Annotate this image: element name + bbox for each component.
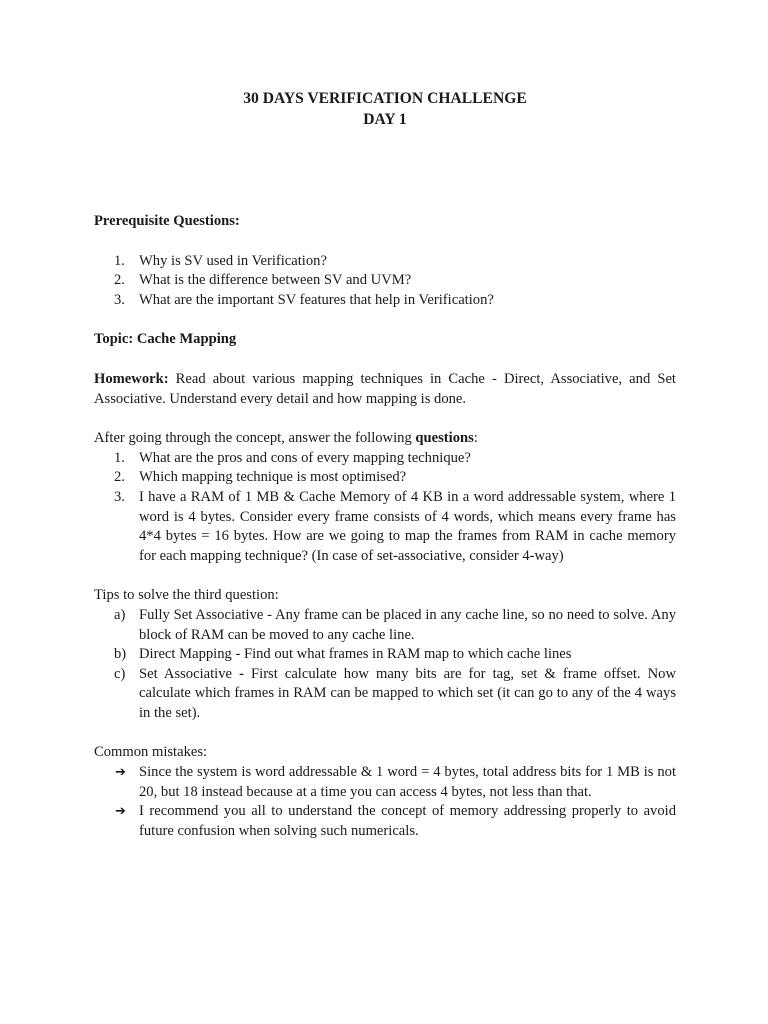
questions-intro-suffix: : xyxy=(473,430,478,447)
document-title: 30 DAYS VERIFICATION CHALLENGE xyxy=(243,90,527,107)
list-item xyxy=(94,763,676,802)
mistakes-heading: Common mistakes: xyxy=(94,744,208,761)
list-text: What are the pros and cons of every mapping technique? xyxy=(139,449,471,466)
list-item xyxy=(94,645,676,665)
list-item xyxy=(94,271,676,291)
list-number: 3. xyxy=(114,291,125,308)
list-text: Why is SV used in Verification? xyxy=(139,252,327,269)
list-text: Set Associative xyxy=(139,665,240,682)
list-text: Fully Set Associative - Any frame can be placed in any cache line, so no need to solve. Any block of RAM can be moved to any cache line. xyxy=(139,606,676,643)
list-letter: a) xyxy=(114,606,126,623)
list-text: I have a RAM of 1 MB & Cache Memory of 4 KB in a word addressable system, where 1 word is 4 bytes. Consider every frame consists of 4 words, which means every frame has 4*4 bytes = 16 bytes. How are we going to map the frames from RAM in cache memory for each mapping technique? (In case of set-associative, consider 4-way) xyxy=(139,488,676,564)
list-number: 1. xyxy=(114,449,125,466)
list-number: 3. xyxy=(114,488,125,505)
tips-heading: Tips to solve the third question: xyxy=(94,587,279,604)
list-text: Direct Mapping - Find out what frames in RAM map to which cache lines xyxy=(139,646,572,663)
list-letter: c) xyxy=(114,665,126,682)
day-label: DAY 1 xyxy=(363,111,407,128)
mistakes-list xyxy=(94,763,676,841)
list-item xyxy=(94,252,676,272)
list-text: Which mapping technique is most optimised? xyxy=(139,469,407,486)
list-text-bold: - xyxy=(239,665,244,682)
homework-label: Homework: xyxy=(94,370,169,387)
list-text: I recommend you all to understand the concept of memory addressing properly to avoid future confusion when solving such numericals. xyxy=(139,803,676,839)
questions-intro-bold: questions xyxy=(415,430,474,447)
tips-list xyxy=(94,606,676,724)
list-text: What are the important SV features that help in Verification? xyxy=(139,291,494,308)
document-page xyxy=(94,88,676,841)
questions-intro-text: After going through the concept, answer the following xyxy=(94,430,416,447)
list-number: 2. xyxy=(114,272,125,289)
list-letter: b) xyxy=(114,646,127,663)
list-item xyxy=(94,488,676,566)
list-item xyxy=(94,606,676,645)
list-number: 1. xyxy=(114,252,125,269)
questions-intro xyxy=(94,429,676,449)
list-item xyxy=(94,291,676,311)
homework-text: Read about various mapping techniques in Cache - Direct, Associative, and Set Associative. Understand every detail and how mapping is done. xyxy=(94,370,676,407)
topic-heading: Topic: Cache Mapping xyxy=(94,331,237,348)
arrow-right-icon: ➔ xyxy=(115,804,126,820)
list-text: Since the system is word addressable & 1 word = 4 bytes, total address bits for 1 MB is not 20, but 18 instead because at a time you can access 4 bytes, not less than that. xyxy=(139,764,676,800)
list-item xyxy=(94,468,676,488)
list-text-suffix: First calculate how many bits are for tag, set & frame offset. Now calculate which frames in RAM can be mapped to which set (it can go to any of the 4 ways in the set). xyxy=(139,665,676,721)
prerequisite-heading: Prerequisite Questions: xyxy=(94,213,240,229)
list-number: 2. xyxy=(114,469,125,486)
list-text: What is the difference between SV and UVM? xyxy=(139,272,412,289)
homework-paragraph xyxy=(94,370,676,409)
list-item xyxy=(94,449,676,469)
questions-list xyxy=(94,449,676,567)
prerequisite-list xyxy=(94,252,676,311)
list-item xyxy=(94,665,676,724)
list-item xyxy=(94,802,676,841)
arrow-right-icon: ➔ xyxy=(115,765,126,781)
